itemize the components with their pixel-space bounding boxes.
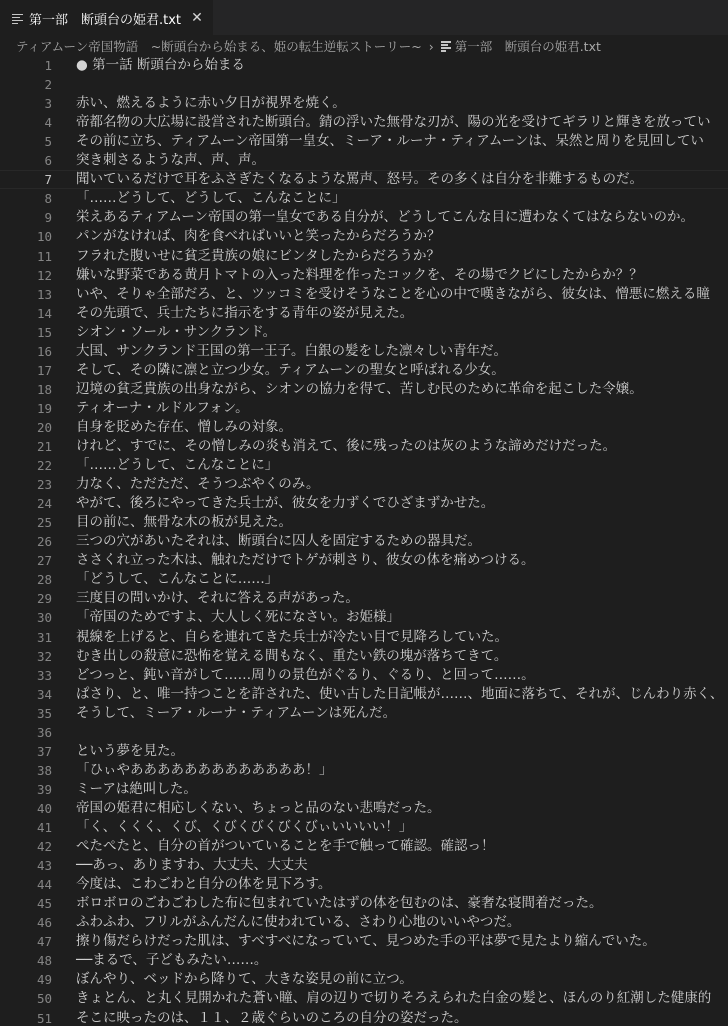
line-number: 5: [44, 134, 52, 150]
line-number: 44: [36, 877, 52, 893]
line-number: 6: [44, 153, 52, 169]
line-text[interactable]: 大国、サンクランド王国の第一王子。白銀の髪をした凛々しい青年だ。: [76, 342, 508, 359]
line-number: 25: [36, 515, 52, 531]
line-number: 32: [36, 648, 52, 664]
line-text[interactable]: 「どうして、こんなことに……」: [76, 571, 279, 588]
line-text[interactable]: 突き刺さるような声、声、声。: [76, 152, 265, 169]
line-number: 33: [36, 667, 52, 683]
line-text[interactable]: きょとん、と丸く見開かれた蒼い瞳、肩の辺りで切りそろえられた白金の髪と、ほんのり紅潮した健康的: [76, 990, 712, 1007]
line-number: 1: [44, 58, 52, 73]
line-text[interactable]: けれど、すでに、その憎しみの炎も消えて、後に残ったのは灰のような諦めだけだった。: [76, 438, 617, 454]
line-text[interactable]: 擦り傷だらけだった肌は、すべすべになっていて、見つめた手の平は夢で見たより縮んでいた。: [76, 933, 656, 950]
editor-line[interactable]: [0, 132, 728, 151]
editor-line[interactable]: [0, 208, 728, 227]
editor-line[interactable]: [0, 399, 728, 418]
editor-line[interactable]: [0, 551, 728, 570]
editor-line[interactable]: [0, 170, 728, 189]
line-text[interactable]: シオン・ソール・サンクランド。: [76, 323, 277, 340]
line-text[interactable]: ふわふわ、フリルがふんだんに使われている、さわり心地のいいやつだ。: [76, 914, 521, 931]
line-number: 50: [36, 991, 52, 1007]
line-text[interactable]: どつっと、鈍い音がして……周りの景色がぐるり、ぐるり、と回って……。: [76, 666, 535, 683]
line-number: 7: [44, 172, 52, 188]
line-number: 13: [36, 286, 52, 302]
line-text[interactable]: そこに映ったのは、１１、２歳ぐらいのころの自分の姿だった。: [76, 1009, 468, 1026]
editor-line[interactable]: [0, 75, 728, 94]
close-tab-icon[interactable]: ✕: [191, 10, 203, 26]
line-number: 46: [36, 915, 52, 931]
line-number: 19: [36, 400, 52, 416]
line-number: 48: [36, 953, 52, 969]
breadcrumb-file[interactable]: 第一部 断頭台の姫君.txt: [454, 39, 601, 54]
line-text[interactable]: 聞いているだけで耳をふさぎたくなるような罵声、怒号。その多くは自分を非難するものだ。: [76, 171, 643, 188]
line-number: 51: [36, 1010, 52, 1026]
editor-line[interactable]: [0, 532, 728, 551]
editor-line[interactable]: [0, 742, 728, 761]
editor-line[interactable]: [0, 856, 728, 875]
line-number: 8: [44, 191, 52, 207]
line-number: 12: [36, 267, 52, 283]
line-text[interactable]: という夢を見た。: [76, 742, 184, 759]
line-number: 10: [36, 229, 52, 245]
editor-line[interactable]: [0, 647, 728, 666]
editor-line[interactable]: [0, 913, 728, 932]
editor-line[interactable]: [0, 418, 728, 437]
editor-line[interactable]: [0, 704, 728, 723]
line-text[interactable]: 力なく、ただただ、そうつぶやくのみ。: [76, 476, 320, 493]
line-number: 29: [36, 591, 52, 607]
editor-line[interactable]: [0, 361, 728, 380]
editor-line[interactable]: [0, 285, 728, 304]
editor-line[interactable]: [0, 57, 728, 75]
line-text[interactable]: むき出しの殺意に恐怖を覚える間もなく、重たい鉄の塊が落ちてきて。: [76, 647, 508, 664]
editor-line[interactable]: [0, 894, 728, 913]
editor-line[interactable]: [0, 608, 728, 627]
line-text[interactable]: ぺたぺたと、自分の首がついていることを手で触って確認。確認っ！: [76, 838, 495, 855]
line-text[interactable]: やがて、後ろにやってきた兵士が、彼女を力ずくでひざまずかせた。: [76, 495, 495, 512]
line-text[interactable]: 「……どうして、こんなことに」: [76, 457, 279, 474]
line-text[interactable]: ボロボロのごわごわした布に包まれていたはずの体を包むのは、豪奢な寝間着だった。: [76, 895, 603, 912]
editor-line[interactable]: [0, 666, 728, 685]
editor-line[interactable]: [0, 380, 728, 399]
line-text[interactable]: そして、その隣に凛と立つ少女。ティアムーンの聖女と呼ばれる少女。: [76, 361, 505, 378]
editor-line[interactable]: [0, 494, 728, 513]
line-text[interactable]: 「……どうして、どうして、こんなことに」: [76, 190, 346, 207]
line-text[interactable]: 辺境の貧乏貴族の出身ながら、シオンの協力を得て、苦しむ民のために革命を起こした令嬢。: [76, 380, 643, 397]
line-text[interactable]: ──まるで、子どもみたい……。: [76, 952, 268, 969]
editor-line[interactable]: [0, 113, 728, 132]
line-number: 35: [36, 705, 52, 721]
editor-line[interactable]: [0, 247, 728, 266]
editor-line[interactable]: [0, 323, 728, 342]
line-number: 24: [36, 496, 52, 512]
line-number: 9: [44, 210, 52, 226]
line-number: 42: [36, 839, 52, 855]
line-number: 2: [44, 77, 52, 93]
line-text[interactable]: 「く、くくく、くび、くびくびくびくびぃいいいい！」: [76, 819, 413, 835]
line-text[interactable]: 「ひぃやあああああああああああああ！」: [76, 761, 333, 778]
line-text[interactable]: ささくれ立った木は、触れただけでトゲが刺さり、彼女の体を痛めつける。: [76, 552, 535, 569]
line-text[interactable]: 「帝国のためですよ、大人しく死になさい。お姫様」: [76, 609, 400, 626]
line-number: 14: [36, 305, 52, 321]
text-file-icon: [441, 41, 451, 51]
editor-line[interactable]: [0, 304, 728, 323]
line-number: 34: [36, 686, 52, 702]
line-number: 49: [36, 972, 52, 988]
line-text[interactable]: その先頭で、兵士たちに指示をする青年の姿が見えた。: [76, 304, 414, 321]
line-number: 39: [36, 781, 52, 797]
line-number: 22: [36, 458, 52, 474]
line-text[interactable]: 三度目の問いかけ、それに答える声があった。: [76, 590, 359, 607]
line-text[interactable]: ティオーナ・ルドルフォン。: [76, 399, 249, 416]
editor-line[interactable]: [0, 475, 728, 494]
editor-area[interactable]: [0, 57, 728, 1026]
line-number: 27: [36, 553, 52, 569]
line-text[interactable]: 自身を貶めた存在、憎しみの対象。: [76, 418, 292, 435]
editor-line[interactable]: [0, 513, 728, 532]
line-text[interactable]: 嫌いな野菜である黄月トマトの入った料理を作ったコックを、その場でクビにしたからか？？: [76, 266, 643, 283]
line-text[interactable]: 赤い、燃えるように赤い夕日が視界を焼く。: [76, 95, 346, 112]
line-number: 26: [36, 534, 52, 550]
editor-line[interactable]: [0, 456, 728, 475]
line-number: 28: [36, 572, 52, 588]
editor-line[interactable]: [0, 151, 728, 170]
editor-line[interactable]: [0, 570, 728, 589]
line-text[interactable]: 帝都名物の大広場に設営された断頭台。錆の浮いた無骨な刃が、陽の光を受けてギラリと輝きを放ってい: [76, 114, 711, 131]
line-number: 3: [44, 96, 52, 112]
line-text[interactable]: ぼんやり、ベッドから降りて、大きな姿見の前に立つ。: [76, 971, 413, 988]
line-number: 36: [36, 724, 52, 740]
line-text[interactable]: フラれた腹いせに貧乏貴族の娘にビンタしたからだろうか？: [76, 247, 440, 264]
editor-line[interactable]: [0, 875, 728, 894]
line-number: 43: [36, 858, 52, 874]
editor-line[interactable]: [0, 970, 728, 989]
editor-line[interactable]: [0, 989, 728, 1008]
line-number: 20: [36, 419, 52, 435]
editor-line[interactable]: [0, 94, 728, 113]
line-number: 11: [36, 248, 52, 264]
editor-line[interactable]: [0, 685, 728, 704]
line-number: 30: [36, 610, 52, 626]
editor-line[interactable]: [0, 342, 728, 361]
line-text[interactable]: ● 第一話 断頭台から始まる: [76, 57, 245, 73]
line-number: 45: [36, 896, 52, 912]
editor-line[interactable]: [0, 932, 728, 951]
tab-label: 第一部 断頭台の姫君.txt: [29, 12, 182, 28]
breadcrumb-separator: ›: [428, 38, 434, 54]
breadcrumb: [0, 35, 728, 57]
line-number: 40: [36, 800, 52, 816]
tab-active-file[interactable]: [0, 0, 213, 35]
line-text[interactable]: ミーアは絶叫した。: [76, 780, 197, 797]
line-text[interactable]: そうして、ミーア・ルーナ・ティアムーンは死んだ。: [76, 704, 397, 721]
editor-line[interactable]: [0, 761, 728, 780]
editor-line[interactable]: [0, 227, 728, 246]
text-file-icon: [12, 13, 23, 24]
editor-line[interactable]: [0, 837, 728, 856]
line-text[interactable]: 帝国の姫君に相応しくない、ちょっと品のない悲鳴だった。: [76, 799, 441, 816]
line-text[interactable]: ぱさり、と、唯一持つことを許された、使い古した日記帳が……、地面に落ちて、それが、じんわり赤く、: [76, 685, 724, 702]
line-number: 15: [36, 324, 52, 340]
line-text[interactable]: パンがなければ、肉を食べればいいと笑ったからだろうか？: [76, 228, 441, 245]
line-text[interactable]: 目の前に、無骨な木の板が見えた。: [76, 514, 292, 531]
editor-line[interactable]: [0, 437, 728, 456]
line-text[interactable]: 今度は、こわごわと自分の体を見下ろす。: [76, 876, 332, 893]
editor-line[interactable]: [0, 951, 728, 970]
editor-line[interactable]: [0, 780, 728, 799]
line-number: 31: [36, 629, 52, 645]
line-text[interactable]: 三つの穴があいたそれは、断頭台に囚人を固定するための器具だ。: [76, 533, 481, 550]
line-number: 16: [36, 343, 52, 359]
breadcrumb-folder[interactable]: ティアムーン帝国物語 ~断頭台から始まる、姫の転生逆転ストーリー~: [16, 39, 422, 54]
line-number: 38: [36, 762, 52, 778]
line-text[interactable]: 栄えあるティアムーン帝国の第一皇女である自分が、どうしてこんな目に遭わなくてはならないのか。: [76, 209, 695, 226]
editor-line[interactable]: [0, 1009, 728, 1026]
editor-line[interactable]: [0, 628, 728, 647]
line-text[interactable]: いや、そりゃ全部だろ、と、ツッコミを受けそうなことを心の中で嘆きながら、彼女は、憎悪に燃える瞳: [76, 285, 710, 302]
line-text[interactable]: その前に立ち、ティアムーン帝国第一皇女、ミーア・ルーナ・ティアムーンは、呆然と周りを見回してい: [76, 133, 704, 150]
editor-line[interactable]: [0, 799, 728, 818]
line-number: 4: [44, 115, 52, 131]
editor-line[interactable]: [0, 266, 728, 285]
tab-bar: [0, 0, 728, 35]
line-text[interactable]: 視線を上げると、自らを連れてきた兵士が冷たい目で見降ろしていた。: [76, 628, 508, 645]
editor-line[interactable]: [0, 818, 728, 837]
editor-line[interactable]: [0, 589, 728, 608]
line-number: 23: [36, 477, 52, 493]
line-number: 18: [36, 381, 52, 397]
line-text[interactable]: ──あっ、ありますわ、大丈夫、大丈夫: [76, 857, 308, 874]
line-number: 17: [36, 362, 52, 378]
editor-line[interactable]: [0, 189, 728, 208]
line-number: 37: [36, 743, 52, 759]
line-number: 47: [36, 934, 52, 950]
editor-line[interactable]: [0, 723, 728, 742]
line-number: 21: [36, 439, 52, 454]
line-number: 41: [36, 820, 52, 835]
